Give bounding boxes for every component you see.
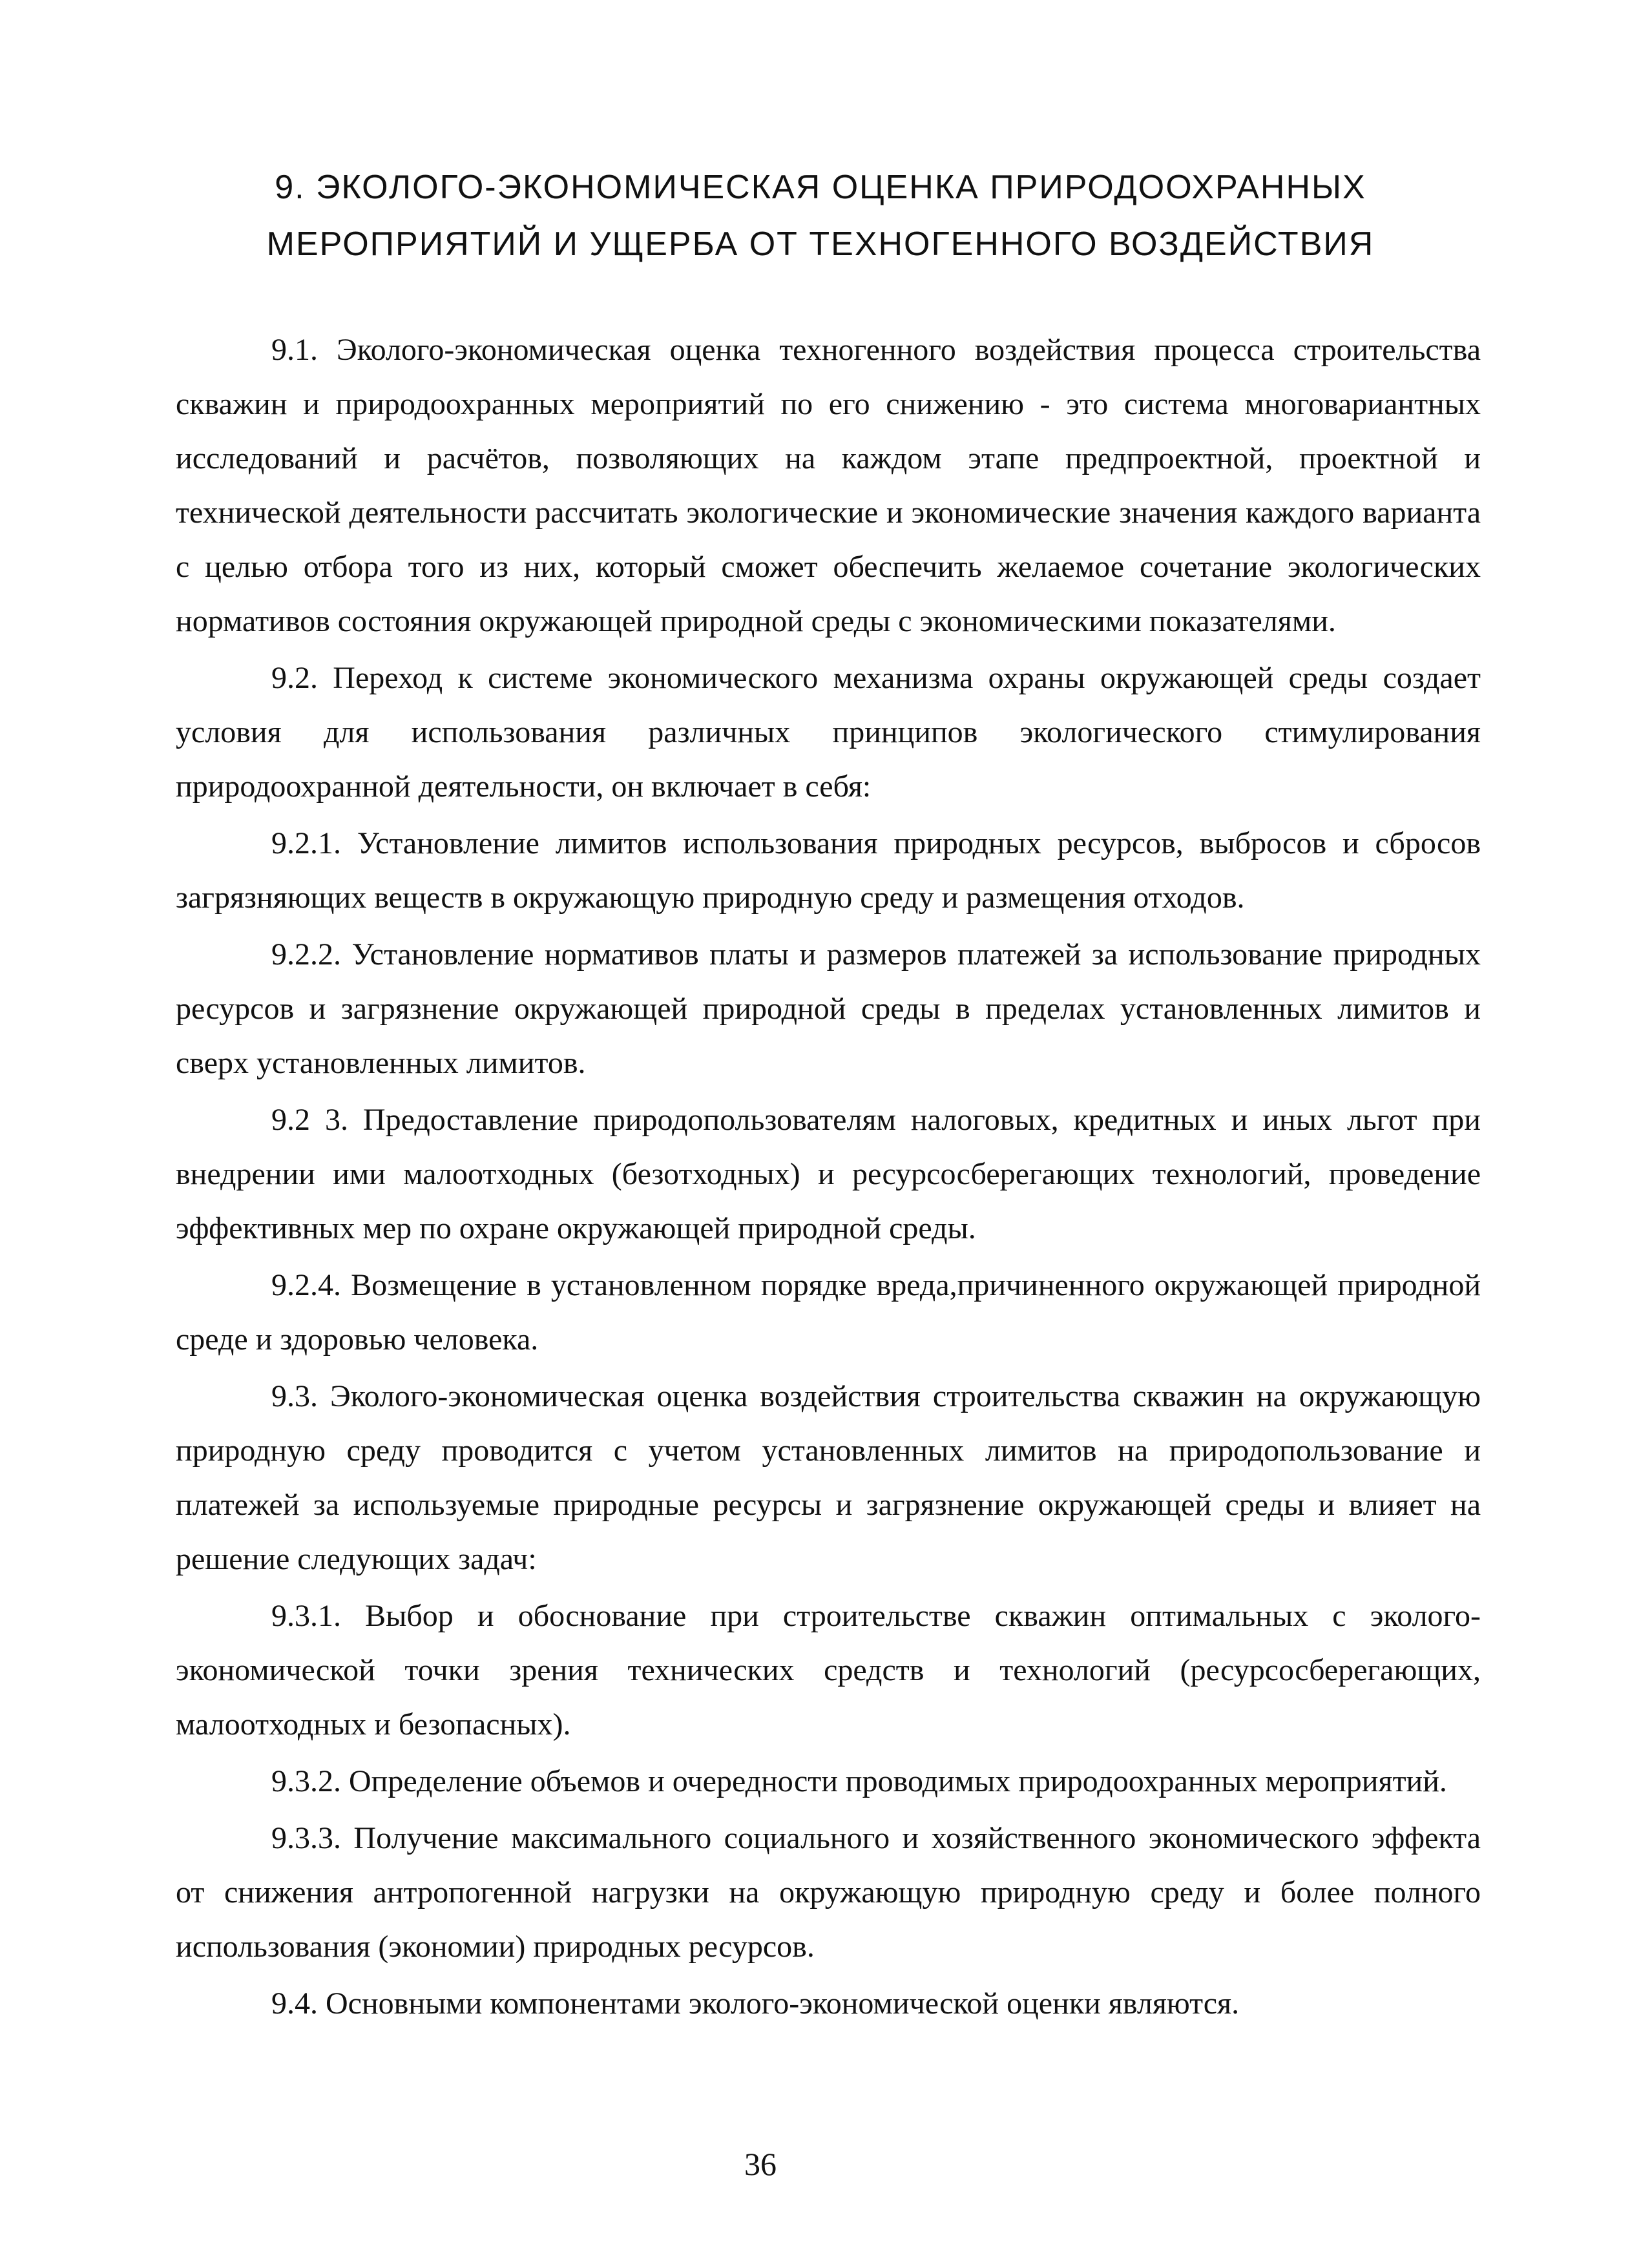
paragraph-9-2-4: 9.2.4. Возмещение в установленном порядке вреда,причиненного окружающей природной среде и здоровью человека. (176, 1268, 1481, 1357)
paragraph-9-2-1: 9.2.1. Установление лимитов использования природных ресурсов, выбросов и сбросов загрязняющих веществ в окружающую природную среду и размещения отходов. (176, 826, 1481, 915)
section-title-line-1: 9. ЭКОЛОГО-ЭКОНОМИЧЕСКАЯ ОЦЕНКА ПРИРОДООХРАННЫХ (275, 169, 1366, 206)
paragraph-9-2: 9.2. Переход к системе экономического механизма охраны окружающей среды создает условия для использования различных принципов экологического стимулирования природоохранной деятельности, он включает в себя: (176, 661, 1481, 804)
paragraph-9-3-2: 9.3.2. Определение объемов и очередности проводимых природоохранных мероприятий. (271, 1764, 1447, 1798)
paragraph-9-3-3: 9.3.3. Получение максимального социального и хозяйственного экономического эффекта от снижения антропогенной нагрузки на окружающую природную среду и более полного использования (экономии) природных ресурсов. (176, 1821, 1481, 1964)
page-number: 36 (744, 2146, 777, 2182)
paragraph-9-3: 9.3. Эколого-экономическая оценка воздействия строительства скважин на окружающую природную среду проводится с учетом установленных лимитов на природопользование и платежей за используемые природные ресурсы и загрязнение окружающей среды и влияет на решение следующих задач: (176, 1379, 1481, 1576)
paragraph-9-1: 9.1. Эколого-экономическая оценка техногенного воздействия процесса строительства скважин и природоохранных мероприятий по его снижению - это система многовариантных исследований и расчётов, позволяющих на каждом этапе предпроектной, проектной и технической деятельности рассчитать экологические и экономические значения каждого варианта с целью отбора того из них, который сможет обеспечить желаемое сочетание экологических нормативов состояния окружающей природной среды с экономическими показателями. (176, 333, 1481, 638)
document-body (176, 323, 1481, 2034)
paragraph-9-2-2: 9.2.2. Установление нормативов платы и размеров платежей за использование природных ресурсов и загрязнение окружающей природной среды в пределах установленных лимитов и сверх установленных лимитов. (176, 937, 1481, 1080)
paragraph-9-2-3: 9.2 3. Предоставление природопользователям налоговых, кредитных и иных льгот при внедрении ими малоотходных (безотходных) и ресурсосберегающих технологий, проведение эффективных мер по охране окружающей природной среды. (176, 1103, 1481, 1245)
section-title-line-2: МЕРОПРИЯТИЙ И УЩЕРБА ОТ ТЕХНОГЕННОГО ВОЗДЕЙСТВИЯ (266, 225, 1375, 263)
paragraph-9-3-1: 9.3.1. Выбор и обоснование при строительстве скважин оптимальных с эколого-экономической точки зрения технических средств и технологий (ресурсосберегающих, малоотходных и безопасных). (176, 1599, 1481, 1742)
paragraph-9-4: 9.4. Основными компонентами эколого-экономической оценки являются. (271, 1986, 1240, 2021)
section-title (174, 159, 1467, 273)
